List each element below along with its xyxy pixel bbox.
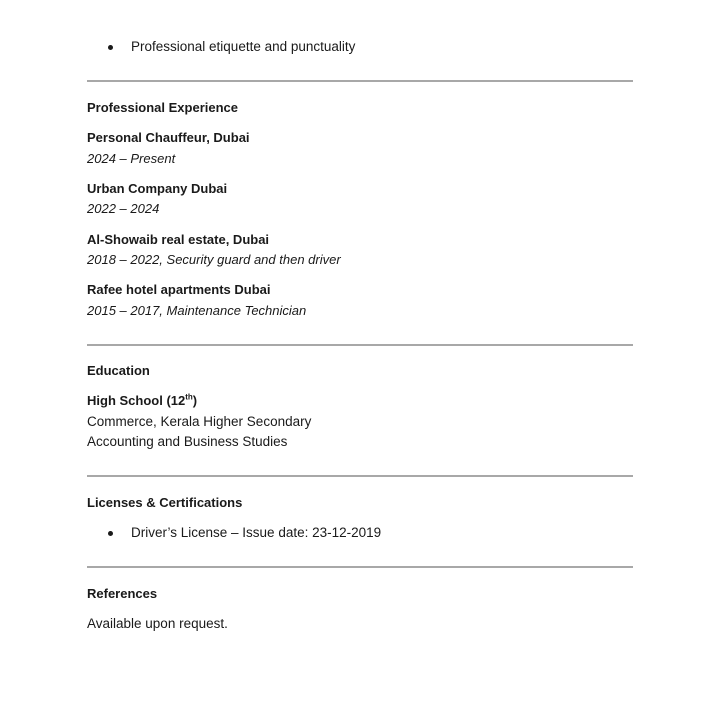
education-line: Accounting and Business Studies — [87, 434, 288, 449]
job-detail: 2022 – 2024 — [87, 201, 160, 216]
experience-heading: Professional Experience — [87, 100, 239, 115]
license-bullet-item — [108, 524, 381, 542]
section-divider — [87, 566, 633, 568]
references-heading: References — [87, 586, 158, 601]
section-divider — [87, 344, 633, 346]
job-title: Al-Showaib real estate, Dubai — [87, 232, 270, 247]
references-text: Available upon request. — [87, 616, 228, 631]
education-line: Commerce, Kerala Higher Secondary — [87, 414, 312, 429]
education-heading: Education — [87, 363, 150, 378]
section-divider — [87, 80, 633, 82]
licenses-heading: Licenses & Certifications — [87, 495, 243, 510]
skill-text: Professional etiquette and punctuality — [131, 39, 356, 54]
skill-bullet-item — [108, 38, 355, 56]
job-title: Rafee hotel apartments Dubai — [87, 282, 271, 297]
job-detail: 2024 – Present — [87, 151, 176, 166]
license-text: Driver’s License – Issue date: 23-12-2019 — [131, 525, 382, 540]
job-detail: 2018 – 2022, Security guard and then driver — [87, 252, 341, 267]
education-title-main: High School (12 — [87, 393, 186, 408]
bullet-icon — [108, 45, 113, 50]
education-title-sup: th — [185, 392, 193, 402]
education-title — [87, 392, 197, 410]
job-detail: 2015 – 2017, Maintenance Technician — [87, 303, 307, 318]
bullet-icon — [108, 531, 113, 536]
education-title-end: ) — [192, 393, 198, 408]
section-divider — [87, 475, 633, 477]
job-title: Personal Chauffeur, Dubai — [87, 130, 250, 145]
job-title: Urban Company Dubai — [87, 181, 228, 196]
